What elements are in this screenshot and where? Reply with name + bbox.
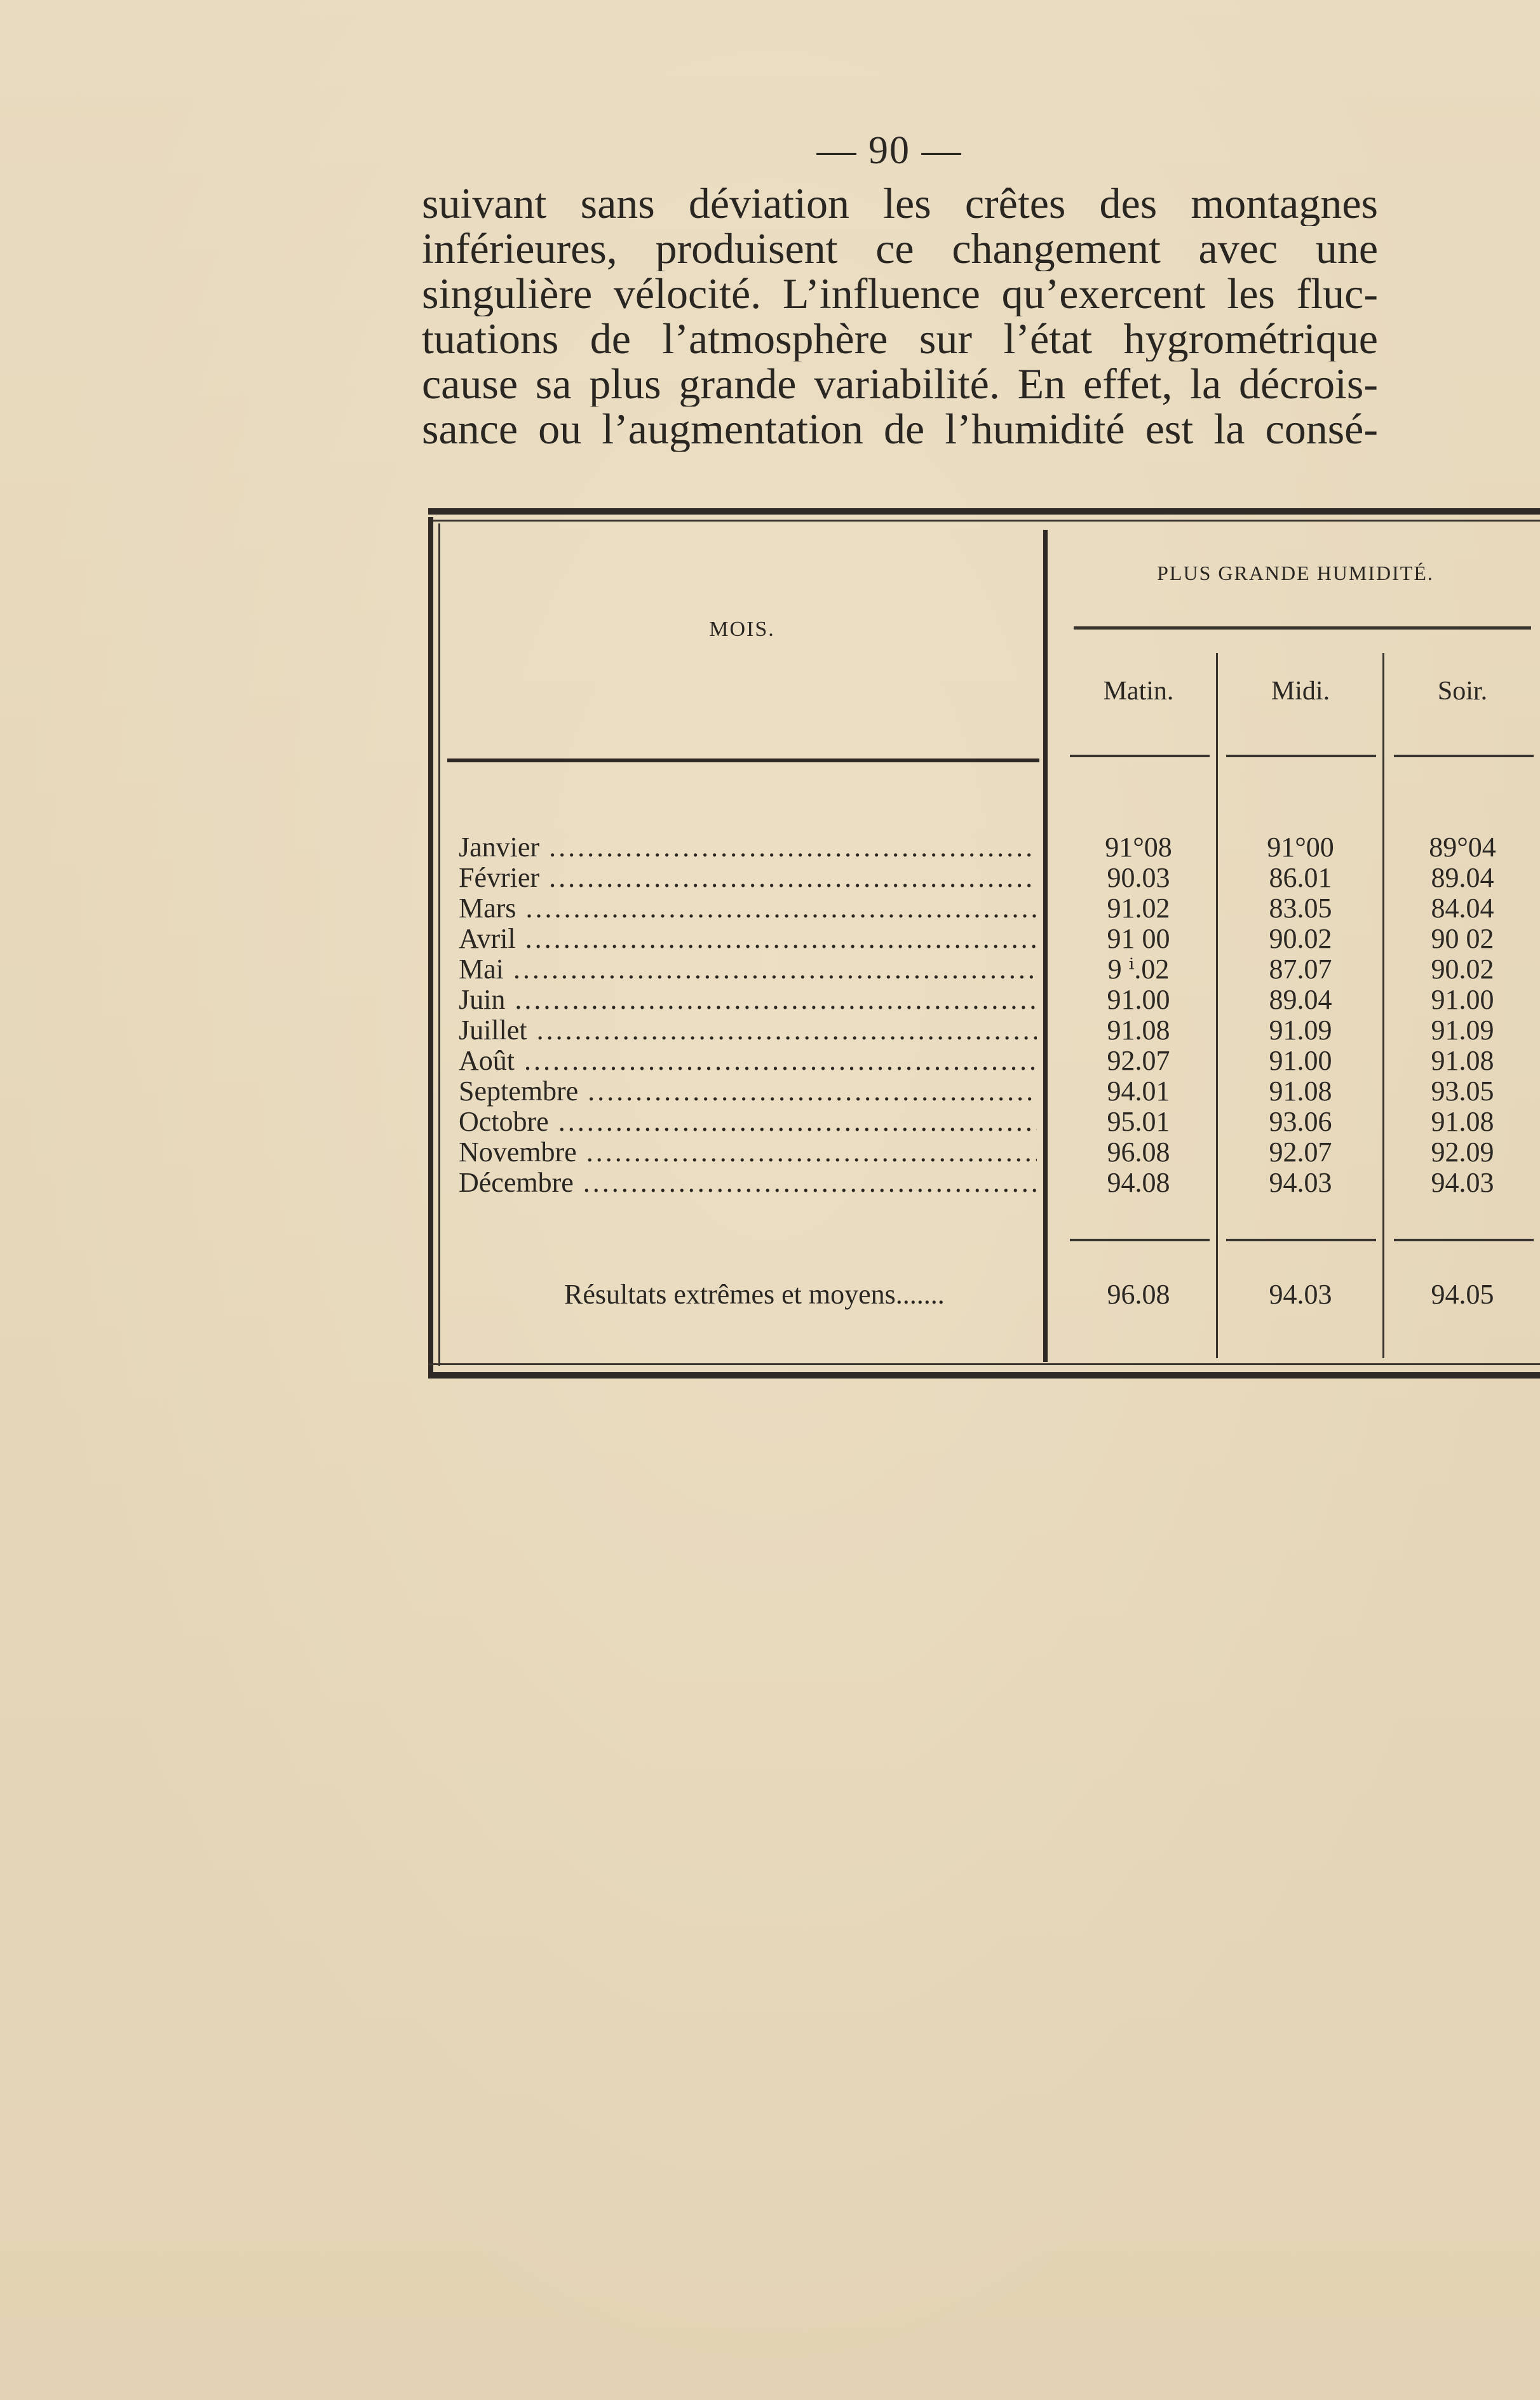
cell-soir: 90 02	[1431, 923, 1494, 954]
row-month: Novembre .....	[459, 1137, 1037, 1168]
row-month: Mai .....	[459, 954, 1037, 985]
table-row	[428, 985, 1540, 1015]
table-top-rule	[428, 508, 1540, 515]
cell-midi: 90.02	[1269, 923, 1332, 954]
table-row	[428, 863, 1540, 893]
cell-midi: 92.07	[1269, 1136, 1332, 1168]
total-label: Résultats extrêmes et moyens.......	[564, 1279, 945, 1310]
cell-midi: 87.07	[1269, 954, 1332, 985]
cell-midi: 91.09	[1269, 1015, 1332, 1046]
table-header-rule	[447, 758, 1039, 762]
table-row	[428, 1015, 1540, 1046]
cell-matin: 94.08	[1107, 1167, 1170, 1198]
cell-midi: 86.01	[1269, 862, 1332, 893]
cell-midi: 91.00	[1269, 1045, 1332, 1076]
table-total-row	[428, 1277, 1540, 1312]
table-total-rule	[1226, 1239, 1376, 1241]
row-month: Avril .....	[459, 924, 1037, 954]
table-row	[428, 1137, 1540, 1168]
row-month: Septembre .....	[459, 1076, 1037, 1107]
cell-matin: 91 00	[1107, 923, 1170, 954]
table-row	[428, 832, 1540, 863]
paragraph-line: cause sa plus grande variabilité. En effet, la décrois-	[422, 361, 1378, 407]
row-month: Août .....	[459, 1046, 1037, 1076]
row-month: Décembre .....	[459, 1168, 1037, 1198]
cell-midi: 94.03	[1269, 1167, 1332, 1198]
cell-soir: 91.08	[1431, 1045, 1494, 1076]
cell-midi: 93.06	[1269, 1106, 1332, 1137]
table-row	[428, 1046, 1540, 1076]
table-row	[428, 954, 1540, 985]
cell-matin: 94.01	[1107, 1075, 1170, 1107]
cell-matin: 91.08	[1107, 1015, 1170, 1046]
column-header-mois: MOIS.	[709, 617, 775, 641]
total-matin: 96.08	[1107, 1279, 1170, 1310]
cell-matin: 92.07	[1107, 1045, 1170, 1076]
column-header-matin: Matin.	[1103, 677, 1174, 706]
paragraph-line: tuations de l’atmosphère sur l’état hygrométrique	[422, 316, 1378, 361]
table-bottom-rule	[428, 1372, 1540, 1379]
row-month: Juin .....	[459, 985, 1037, 1015]
table-top-rule-thin	[428, 520, 1540, 522]
cell-midi: 89.04	[1269, 984, 1332, 1015]
table-total-rule	[1394, 1239, 1534, 1241]
cell-matin: 96.08	[1107, 1136, 1170, 1168]
table-subheader-rule	[1226, 755, 1376, 757]
row-month: Octobre .....	[459, 1107, 1037, 1137]
cell-matin: 90.03	[1107, 862, 1170, 893]
table-subheader-rule	[1070, 755, 1210, 757]
paragraph-line: inférieures, produisent ce changement avec une	[422, 226, 1378, 271]
paragraph-line: sance ou l’augmentation de l’humidité est la consé-	[422, 407, 1378, 452]
body-paragraph	[422, 181, 1378, 452]
page-number: — 90 —	[816, 129, 962, 172]
cell-matin: 91.00	[1107, 984, 1170, 1015]
row-month: Mars .....	[459, 893, 1037, 924]
cell-soir: 93.05	[1431, 1075, 1494, 1107]
cell-midi: 91.08	[1269, 1075, 1332, 1107]
cell-midi: 91°00	[1267, 832, 1334, 863]
cell-soir: 94.03	[1431, 1167, 1494, 1198]
total-soir: 94.05	[1431, 1279, 1494, 1310]
cell-matin: 91.02	[1107, 893, 1170, 924]
cell-soir: 91.00	[1431, 984, 1494, 1015]
table-row	[428, 1168, 1540, 1198]
table-row	[428, 1076, 1540, 1107]
column-header-soir: Soir.	[1437, 677, 1488, 706]
cell-matin: 9 ⁱ.02	[1107, 954, 1170, 985]
cell-soir: 89°04	[1429, 832, 1496, 863]
table-row	[428, 893, 1540, 924]
cell-soir: 89.04	[1431, 862, 1494, 893]
table-row	[428, 924, 1540, 954]
cell-soir: 91.09	[1431, 1015, 1494, 1046]
humidity-table	[428, 508, 1540, 1385]
paragraph-line: singulière vélocité. L’influence qu’exercent les fluc-	[422, 271, 1378, 316]
table-group-rule	[1074, 626, 1531, 630]
cell-matin: 95.01	[1107, 1106, 1170, 1137]
cell-matin: 91°08	[1105, 832, 1172, 863]
table-row	[428, 1107, 1540, 1137]
table-subheader-rule	[1394, 755, 1534, 757]
row-month: Janvier .....	[459, 832, 1037, 863]
cell-soir: 90.02	[1431, 954, 1494, 985]
paragraph-line: suivant sans déviation les crêtes des montagnes	[422, 181, 1378, 226]
table-bottom-rule-thin	[428, 1363, 1540, 1365]
column-group-header: PLUS GRANDE HUMIDITÉ.	[1157, 562, 1434, 584]
cell-soir: 91.08	[1431, 1106, 1494, 1137]
cell-soir: 92.09	[1431, 1136, 1494, 1168]
cell-midi: 83.05	[1269, 893, 1332, 924]
row-month: Février .....	[459, 863, 1037, 893]
cell-soir: 84.04	[1431, 893, 1494, 924]
row-month: Juillet .....	[459, 1015, 1037, 1046]
total-midi: 94.03	[1269, 1279, 1332, 1310]
column-header-midi: Midi.	[1271, 677, 1330, 706]
table-total-rule	[1070, 1239, 1210, 1241]
